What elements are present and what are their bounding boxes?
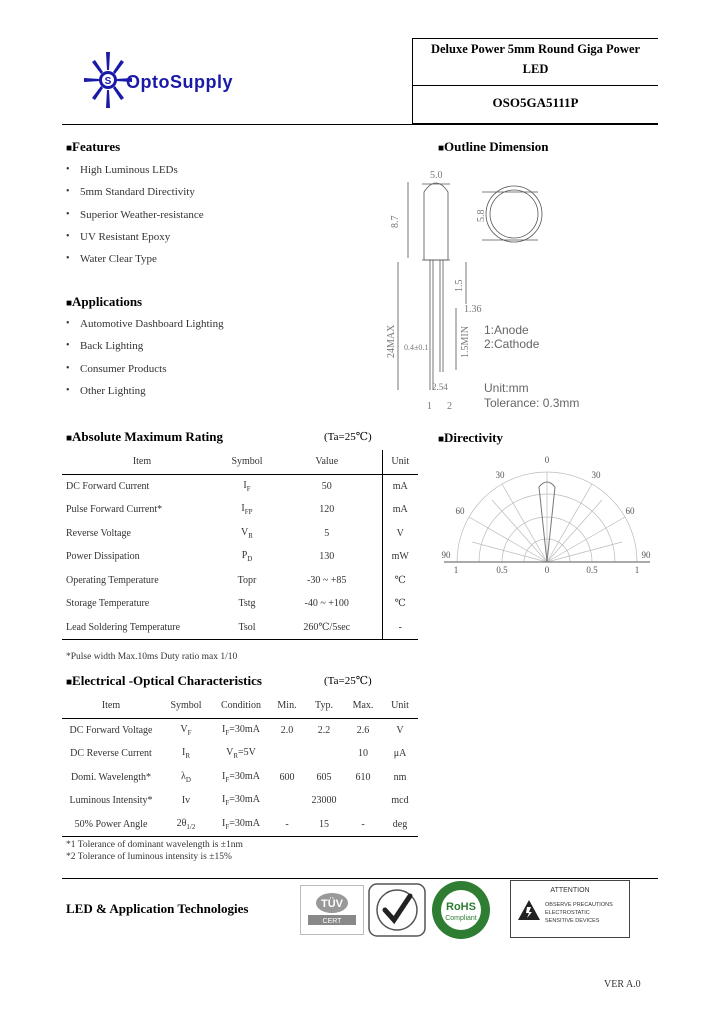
- table-header-row: [62, 450, 418, 474]
- electrical-note-2: *2 Tolerance of luminous intensity is ±15%: [66, 852, 232, 862]
- rohs-subtext: Compliant: [445, 915, 477, 922]
- list-item: • Automotive Dashboard Lighting: [66, 315, 224, 337]
- angle-label: 30: [591, 470, 601, 480]
- list-item: • High Luminous LEDs: [66, 161, 204, 183]
- esd-attention-box: [510, 880, 630, 938]
- table-row: Operating Temperature Topr -30 ~ +85 ℃: [62, 569, 418, 593]
- scale-label: 1: [634, 565, 640, 575]
- column-header: Item: [62, 694, 160, 718]
- product-title-line2: LED: [522, 62, 549, 76]
- directivity-title: ■Directivity: [438, 430, 504, 445]
- scale-label: 0: [544, 565, 550, 575]
- pin2-label: 2:Cathode: [484, 337, 540, 351]
- list-item: • Consumer Products: [66, 360, 224, 382]
- attention-line: SENSITIVE DEVICES: [545, 918, 600, 924]
- scale-label: 0.5: [586, 565, 598, 575]
- table-row: Power Dissipation $P_D$ 130 mW: [62, 545, 418, 569]
- tuv-text: TÜV: [321, 898, 343, 910]
- list-item: • Other Lighting: [66, 382, 224, 404]
- column-header: Max.: [344, 694, 382, 718]
- angle-label: 90: [441, 550, 451, 560]
- column-header: Value: [272, 450, 382, 474]
- table-row: Pulse Forward Current* $I_{FP}$ 120 mA: [62, 498, 418, 522]
- list-item: • UV Resistant Epoxy: [66, 228, 204, 250]
- dim-lead-width: 0.4±0.1: [404, 343, 429, 352]
- electrical-table: [62, 694, 418, 837]
- esd-warning-icon: [517, 899, 541, 921]
- pin-number-1: 1: [427, 401, 432, 412]
- dim-min: 1.5MIN: [460, 326, 471, 358]
- applications-title: ■Applications: [66, 294, 143, 309]
- dim-dia: 5.8: [476, 209, 487, 222]
- dim-max: 24MAX: [386, 324, 397, 358]
- abs-max-note: *Pulse width Max.10ms Duty ratio max 1/10: [66, 652, 238, 662]
- table-row: DC Forward Current $I_F$ 50 mA: [62, 474, 418, 498]
- title-box: [412, 38, 658, 124]
- column-header: Unit: [382, 694, 418, 718]
- list-item: • 5mm Standard Directivity: [66, 183, 204, 205]
- angle-label: 30: [495, 470, 505, 480]
- product-title-line1: Deluxe Power 5mm Round Giga Power: [430, 42, 641, 56]
- header-divider: [62, 124, 658, 125]
- list-item: • Water Clear Type: [66, 250, 204, 272]
- outline-title: ■Outline Dimension: [438, 139, 549, 154]
- checkmark-cert-icon: [368, 882, 426, 938]
- abs-max-table: [62, 450, 418, 640]
- rohs-compliant-icon: [430, 880, 492, 940]
- abs-max-title: ■Absolute Maximum Rating: [66, 429, 223, 444]
- features-list: [66, 161, 204, 272]
- table-row: Storage Temperature Tstg -40 ~ +100 ℃: [62, 592, 418, 616]
- applications-list: [66, 315, 224, 404]
- angle-label: 0: [544, 455, 550, 465]
- scale-label: 0.5: [496, 565, 508, 575]
- table-row: Domi. Wavelength* $\lambda_D$ $I_F=30mA$ 600 605 610 nm: [70, 770, 407, 784]
- column-header: Min.: [270, 694, 304, 718]
- electrical-note-1: *1 Tolerance of dominant wavelength is ±1nm: [66, 840, 243, 850]
- company-name: LED & Application Technologies: [66, 901, 249, 916]
- table-row: DC Reverse Current $I_R$ $V_R=5V$ 10 μA: [70, 747, 407, 761]
- dim-side: 1.5: [454, 279, 465, 292]
- optosupply-logo-icon: [84, 52, 132, 108]
- attention-line: ELECTROSTATIC: [545, 910, 590, 916]
- tuv-cert-icon: [300, 885, 364, 935]
- features-title: ■Features: [66, 139, 121, 154]
- table-row: Luminous Intensity* Iv $I_F=30mA$ 23000 mcd: [69, 794, 409, 808]
- attention-line: OBSERVE PRECAUTIONS: [545, 902, 613, 908]
- column-header: Symbol: [160, 694, 212, 718]
- version-label: VER A.0: [604, 979, 641, 990]
- outline-drawing: [378, 162, 648, 414]
- angle-label: 60: [455, 506, 465, 516]
- svg-text:S: S: [104, 76, 112, 87]
- column-header: Symbol: [222, 450, 272, 474]
- column-header: Unit: [382, 450, 418, 474]
- attention-title: ATTENTION: [550, 887, 590, 894]
- dim-height: 8.7: [390, 215, 401, 228]
- scale-label: 1: [453, 565, 459, 575]
- column-header: Typ.: [304, 694, 344, 718]
- electrical-title: ■Electrical -Optical Characteristics: [66, 673, 262, 688]
- pin1-label: 1:Anode: [484, 323, 529, 337]
- table-row: 50% Power Angle $2\theta_{1/2}$ $I_F=30mA$ - 15 - deg: [62, 813, 418, 837]
- pin-number-2: 2: [447, 401, 452, 412]
- abs-max-condition: (Ta=25℃): [324, 431, 372, 443]
- table-header-row: [62, 694, 418, 718]
- table-row: DC Forward Voltage $V_F$ $I_F=30mA$ 2.0 2.2 2.6 V: [69, 723, 404, 737]
- dim-lead: 1.36: [464, 304, 482, 315]
- part-number: OSO5GA5111P: [492, 95, 579, 110]
- table-row: Lead Soldering Temperature Tsol 260℃/5sec -: [62, 616, 418, 640]
- list-item: • Superior Weather-resistance: [66, 206, 204, 228]
- unit-label: Unit:mm: [484, 381, 529, 395]
- tolerance-label: Tolerance: 0.3mm: [484, 396, 580, 410]
- rohs-text: RoHS: [446, 901, 476, 913]
- footer-divider: [62, 878, 658, 879]
- angle-label: 90: [641, 550, 651, 560]
- electrical-condition: (Ta=25℃): [324, 675, 372, 687]
- directivity-chart: [434, 452, 660, 576]
- column-header: Item: [62, 450, 222, 474]
- cert-text: CERT: [322, 918, 342, 925]
- column-header: Condition: [212, 694, 270, 718]
- dim-pitch: 2.54: [432, 382, 448, 392]
- dim-top: 5.0: [430, 170, 443, 181]
- angle-label: 60: [625, 506, 635, 516]
- list-item: • Back Lighting: [66, 337, 224, 359]
- logo-text: OptoSupply: [126, 72, 233, 92]
- table-row: Reverse Voltage $V_R$ 5 V: [62, 522, 418, 546]
